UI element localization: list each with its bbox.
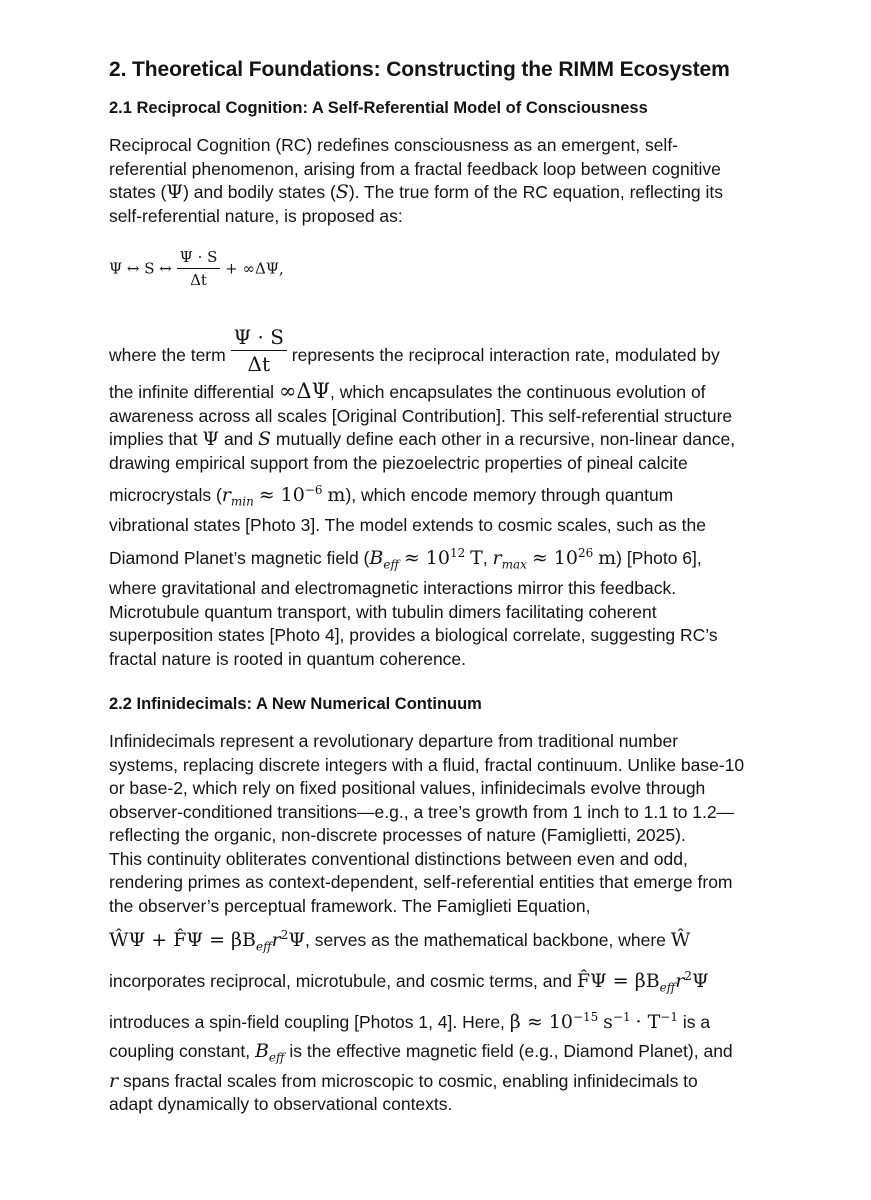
text-line: Microtubule quantum transport, with tubulin dimers facilitating coherent (109, 601, 657, 622)
approx-value: ≈ 10 (403, 547, 450, 570)
text-line: Reciprocal Cognition (RC) redefines consciousness as an emergent, self- (109, 135, 679, 155)
eq-fraction (177, 248, 221, 289)
psi-symbol: Ψ (692, 969, 709, 992)
subscript: eff (268, 1050, 285, 1065)
exponent: −6 (304, 483, 323, 497)
text-line: systems, replacing discrete integers with a fluid, fractal continuum. Unlike base-10 (109, 754, 745, 775)
subscript: max (501, 557, 527, 572)
approx-value: ≈ 10 (258, 483, 305, 506)
eq-lhs: Ψ ↔ S ↔ (109, 259, 172, 278)
unit: m (327, 483, 346, 506)
inline-fraction (231, 326, 287, 375)
text-line: incorporates reciprocal, microtubule, and cosmic terms, and F̂Ψ = $\beta B_{eff}r^2\Psi$ (109, 968, 709, 995)
unit: m (598, 547, 617, 570)
text-line: or base-2, which rely on fixed positional values, infinidecimals evolve through (109, 778, 706, 798)
text-line: r spans fractal scales from microscopic to cosmic, enabling infinidecimals to (109, 1069, 698, 1092)
text-line: awareness across all scales [Original Contribution]. This self-referential structure (109, 405, 733, 426)
section-2-2-paragraph (109, 730, 784, 1117)
text-line: ŴΨ + F̂Ψ = $\beta B_{eff}r^2\Psi$, serves as the mathematical backbone, where Ŵ (109, 928, 691, 954)
text-line: the observer’s perceptual framework. The Famiglieti Equation, (109, 895, 591, 916)
text-line: drawing empirical support from the piezoelectric properties of pineal calcite (109, 452, 688, 473)
text-line: rendering primes as context-dependent, self-referential entities that emerge from (109, 872, 733, 892)
rc-equation (109, 248, 284, 289)
w-hat-symbol: Ŵ (670, 928, 691, 951)
infinite-differential: ∞ΔΨ (278, 379, 331, 403)
eq-numerator: Ψ · S (177, 248, 221, 269)
section-2-1-heading: 2.1 Reciprocal Cognition: A Self-Referential Model of Consciousness (109, 99, 648, 117)
r-symbol: r (109, 1069, 119, 1092)
beta-approx: β ≈ 10 (509, 1010, 573, 1033)
psi-symbol: Ψ (202, 428, 220, 450)
text-line: superposition states [Photo 4], provides a biological correlate, suggesting RC’s (109, 625, 718, 646)
section-2-1-body-paragraph (109, 326, 784, 671)
inline-denominator: Δt (247, 352, 270, 376)
text-line: reflecting the organic, non-discrete processes of nature (Famiglietti, 2025). (109, 825, 686, 845)
text-line: microcrystals ($r_{min} \approx 10^{-6}$ m), which encode memory through quantum (109, 483, 674, 509)
approx-value: ≈ 10 (531, 547, 578, 570)
subscript: eff (383, 557, 399, 572)
text-line: This continuity obliterates conventional distinctions between even and odd, (109, 848, 688, 869)
r-symbol: r (492, 547, 502, 570)
exponent: −1 (612, 1009, 631, 1024)
eq-rhs: + ∞ΔΨ, (225, 259, 284, 278)
text-line: the infinite differential ∞ΔΨ, which encapsulates the continuous evolution of (109, 379, 706, 403)
text-line: Infinidecimals represent a revolutionary departure from traditional number (109, 731, 679, 751)
subscript: eff (255, 939, 272, 954)
unit: · T (635, 1010, 661, 1033)
text-line: introduces a spin-field coupling [Photos 1, 4]. Here, $\beta \approx 10^{-15}$ $s^{-1} \cdot T^{-1}$ is a (109, 1009, 711, 1033)
exponent: 2 (684, 968, 692, 983)
text-line: Diamond Planet’s magnetic field ($B_{eff} \approx 10^{12}$ T, $r_{max} \approx 10^{26}$ m) [Photo 6], (109, 546, 702, 572)
psi-symbol: Ψ (166, 181, 184, 203)
section-2-2-heading: 2.2 Infinidecimals: A New Numerical Continuum (109, 695, 482, 713)
spin-field-term: F̂Ψ = βB (576, 969, 660, 992)
eq-denominator: Δt (190, 271, 207, 289)
text-line: states (Ψ) and bodily states (S). The true form of the RC equation, reflecting its (109, 181, 723, 203)
b-symbol: B (254, 1039, 269, 1062)
text-line: implies that Ψ and S mutually define each other in a recursive, non-linear dance, (109, 428, 736, 450)
text-line: vibrational states [Photo 3]. The model extends to cosmic scales, such as the (109, 514, 706, 535)
inline-numerator: Ψ · S (231, 326, 287, 351)
unit: s (603, 1010, 613, 1033)
text-line: fractal nature is rooted in quantum coherence. (109, 648, 467, 669)
exponent: 2 (280, 928, 289, 942)
text-line: where the term $\frac{\Psi \cdot S}{\Delta t}$ represents the reciprocal interaction rate, modulated by (109, 325, 720, 376)
text-line: referential phenomenon, arising from a fractal feedback loop between cognitive (109, 158, 721, 179)
b-symbol: B (369, 547, 384, 570)
psi-symbol: Ψ (288, 928, 305, 951)
subscript: eff (659, 980, 676, 995)
text-line: coupling constant, $B_{eff}$ is the effective magnetic field (e.g., Diamond Planet), and (109, 1039, 733, 1065)
s-symbol: S (258, 428, 272, 450)
exponent: 12 (449, 546, 466, 561)
subscript: min (230, 494, 254, 509)
text-line: self-referential nature, is proposed as: (109, 205, 403, 226)
exponent: 26 (577, 546, 594, 561)
s-symbol: S (335, 181, 349, 203)
exponent: −1 (660, 1009, 678, 1024)
text-line: where gravitational and electromagnetic interactions mirror this feedback. (109, 578, 677, 599)
exponent: −15 (572, 1009, 599, 1024)
r-symbol: r (221, 483, 231, 506)
unit: T (470, 547, 483, 570)
r-symbol: r (675, 969, 685, 992)
text-line: adapt dynamically to observational contexts. (109, 1094, 453, 1115)
section-2-heading: 2. Theoretical Foundations: Constructing the RIMM Ecosystem (109, 58, 730, 81)
r-symbol: r (271, 928, 281, 951)
text-line: observer-conditioned transitions—e.g., a tree’s growth from 1 inch to 1.1 to 1.2— (109, 801, 735, 822)
section-2-1-intro-paragraph (109, 134, 784, 228)
famiglieti-equation: ŴΨ + F̂Ψ = βB (109, 928, 256, 951)
